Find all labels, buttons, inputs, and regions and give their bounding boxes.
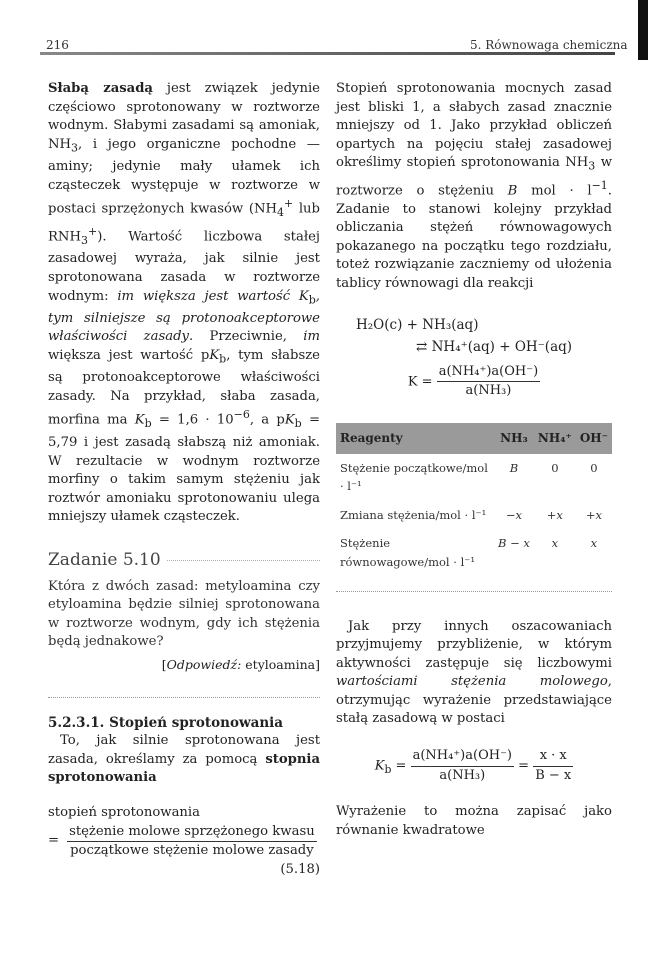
kb-fraction-2 [533,747,573,785]
table-row [336,501,612,530]
table-row [336,529,612,576]
text: , i jego organiczne pochodne — aminy; jedynie mały ułamek ich cząsteczek występuje w roztworze w postaci sprzężonych kwasów (NH [48,136,320,217]
cell: −x [505,507,523,522]
exercise-title: Zadanie 5.10 [48,550,161,571]
kb-expression [336,747,612,785]
reaction-line-1: H₂O(c) + NH₃(aq) [356,316,479,333]
definition-label: stopień sprotonowania [48,805,201,821]
cell: +x [546,507,563,522]
answer-value: etyloamina [241,657,316,673]
protonation-definition [48,804,320,879]
sub: 3 [588,160,596,174]
italic: K [209,348,220,364]
text: . Zadanie to stanowi kolejny przykład obliczania stężeń równowagowych pokazanego na początku tego rozdziału, toteż rozwiązanie zaczniemy od ułożenia tablicy równowagi dla reakcji [336,183,612,291]
text: , otrzymując wyrażenie przedstawiające stałą zasadową w postaci [336,674,612,727]
cell: B − x [498,536,530,551]
equals-sign: = [48,833,60,849]
text: = 5,79 i jest zasadą słabszą niż amoniak. W rezultacie w wodnym roztworze morfiny o takim samym stężeniu jak roztwór amoniaku sprotonowaniu ulega mniejszy ułamek cząsteczek. [48,412,321,525]
reaction-line-2: ⇄ NH₄⁺(aq) + OH⁻(aq) [416,339,573,356]
italic: K [134,412,145,428]
sub: b [294,417,302,431]
page-number: 216 [46,38,69,52]
exercise-answer: [Odpowiedź: etyloamina] [161,657,320,673]
numerator: a(NH₄⁺)a(OH⁻) [411,747,514,767]
term-protonation-degree: stopnia sprotonowania [48,751,320,786]
sub: b [384,763,392,777]
sup: + [87,224,98,238]
term-weak-base: Słabą zasadą [48,81,153,96]
table-bottom-rule [336,591,612,592]
italic: wartościami stężenia molowego [336,674,608,690]
text: , tym słabsze są protonoakceptorowe właściwości zasady. Na przykład, słaba zasada, morfina ma [48,348,320,428]
equation-number: (5.18) [280,861,320,877]
right-column [336,80,612,840]
sub: 3 [71,141,79,155]
equals-sign: = [395,758,407,774]
exercise-text: Która z dwóch zasad: metyloamina czy etyloamina będzie silniej sprotonowana w roztworze wodnym, gdy ich stężenia będą jednakowe? [48,578,320,650]
section-separator [48,697,320,698]
italic: im [303,329,320,345]
text: jest związek jedynie częściowo sprotonowany w roztworze wodnym. Słabymi zasadami są amoniak, NH [48,81,320,152]
text: = 1,6 · 10 [151,412,234,428]
text: ). Wartość liczbowa stałej zasadowej wyraża, jak silnie jest sprotonowana zasada w roztworze wodnym: [48,229,320,304]
text: Jak przy innych oszacowaniach przyjmujemy przybliżenie, w którym aktywności zastępuje się liczbowymi [336,618,612,671]
table-header: NH₄⁺ [534,423,576,454]
sub: b [308,293,316,307]
cell: +x [585,507,602,522]
k-fraction [437,363,540,401]
text: w roztworze o stężeniu [336,155,612,198]
section-title: 5.2.3.1. Stopień sprotonowania [48,714,284,731]
text: większa jest wartość p [48,348,210,364]
k-label: K = [407,374,433,390]
table-row [336,454,612,501]
row-label: Stężenie początkowe/mol · l⁻¹ [340,460,488,494]
sup: + [284,197,294,211]
sub: b [219,352,227,366]
quadratic-paragraph: Wyrażenie to można zapisać jako równanie kwadratowe [336,804,612,838]
cell: B [509,460,519,475]
denominator: początkowe stężenie molowe zasady [70,843,314,859]
italic: im większa jest wartość K [117,288,309,304]
cell: 0 [551,460,559,475]
header-rule [40,52,615,55]
cell: x [551,536,559,551]
equals-sign: = [518,758,530,774]
page-corner-mark [638,0,648,60]
italic: K [284,412,295,428]
text: lub RNH [48,201,320,245]
row-label: Stężenie równowagowe/mol · l⁻¹ [340,536,475,569]
exercise-heading [48,551,320,570]
denominator: B − x [535,767,572,783]
sub: 4 [277,206,285,220]
text: mol · l [517,183,592,198]
definition-equation [48,823,320,861]
numerator: a(NH₄⁺)a(OH⁻) [437,363,540,383]
text: To, jak silnie sprotonowana jest zasada, określamy za pomocą [48,733,320,767]
section-paragraph [48,732,320,788]
text: , a p [249,412,285,428]
table-header: NH₃ [494,423,534,454]
italic: B [507,183,518,198]
sup: −6 [233,408,250,422]
sub: 3 [80,233,88,247]
equilibrium-table [336,423,612,577]
answer-label: Odpowiedź: [166,657,242,673]
cell: 0 [590,460,598,475]
left-column [48,80,320,879]
reaction-equation [336,316,612,357]
definition-fraction [67,823,317,861]
row-label: Zmiana stężenia/mol · l⁻¹ [340,507,487,522]
kb-label: K [374,758,385,774]
denominator: a(NH₃) [465,383,512,399]
italic: , tym silniejsze są protonoakceptorowe właściwości zasady [48,288,320,345]
k-expression [336,363,612,401]
sub: b [144,417,152,431]
weak-base-paragraph [48,80,320,527]
cell: x [590,536,598,551]
denominator: a(NH₃) [439,767,486,783]
approximation-paragraph [336,618,612,730]
table-header: OH⁻ [576,423,612,454]
table-header: Reagenty [336,423,494,454]
table-header-row [336,423,612,454]
kb-fraction-1 [411,747,514,785]
intro-paragraph [336,80,612,294]
numerator: stężenie molowe sprzężonego kwasu [67,823,317,843]
text: Stopień sprotonowania mocnych zasad jest bliski 1, a słabych zasad znacznie mniejszy od 1. Jako przykład obliczeń opartych na pojęciu stałej zasadowej określimy stopień sprotonowania NH [336,81,612,171]
exercise-rule [167,560,320,561]
text: . Przeciwnie, [189,329,304,345]
chapter-title: 5. Równowaga chemiczna [470,38,628,52]
sup: −1 [591,178,608,192]
numerator: x · x [533,747,573,767]
